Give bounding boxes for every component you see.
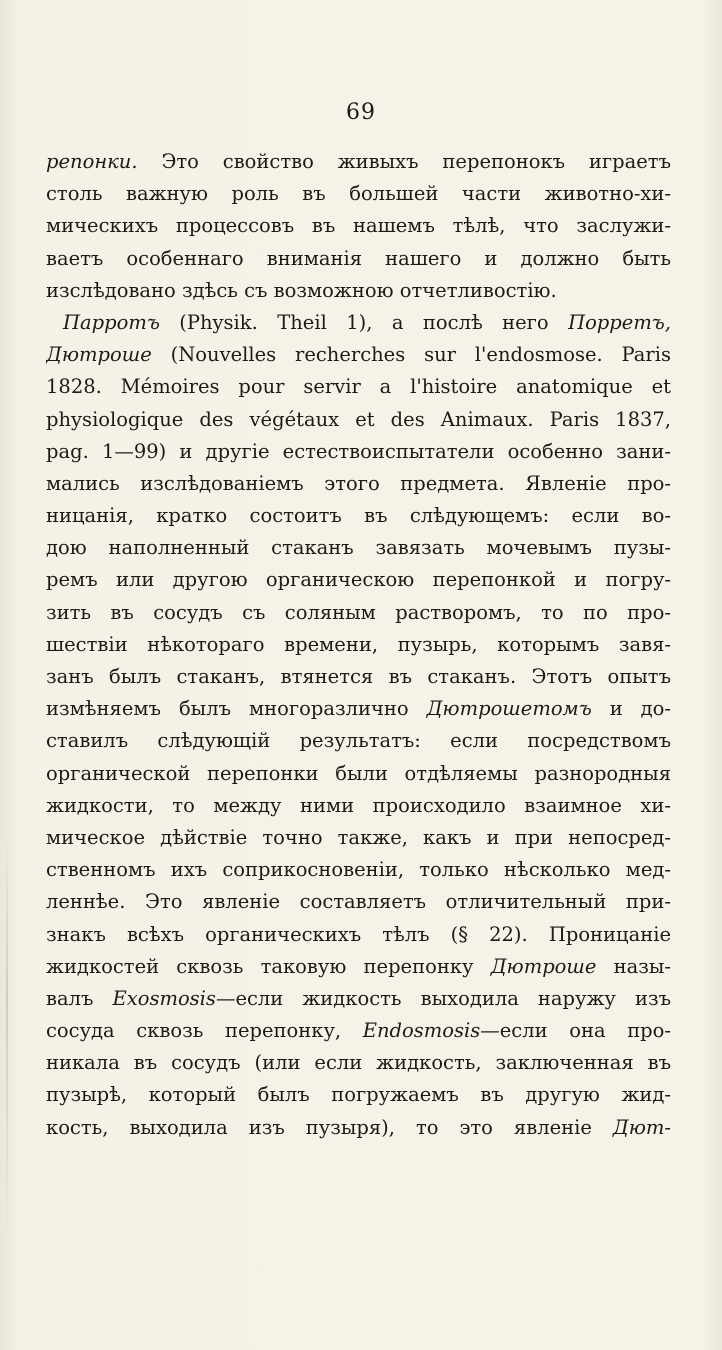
text-line <box>46 725 671 757</box>
text-segment: —если она про- <box>480 1019 671 1043</box>
text-segment: physiologique des végétaux et des Animaux. Paris 1837, <box>46 407 671 431</box>
text-segment: столь важную роль въ большей части животно-хи- <box>46 182 671 206</box>
text-line <box>46 854 671 886</box>
text-segment: зить въ сосудъ съ соляным растворомъ, то по про- <box>46 600 671 624</box>
text-segment: ремъ или другою органическою перепонкой и погру- <box>46 568 671 592</box>
text-line <box>46 1047 671 1079</box>
text-line <box>46 339 671 371</box>
text-segment: жидкостей сквозь таковую перепонку <box>46 954 491 978</box>
text-segment: Это свойство живыхъ перепонокъ играетъ <box>137 150 671 173</box>
text-line <box>46 1112 671 1144</box>
italic-text: Порретъ, <box>568 310 671 334</box>
text-line <box>46 661 671 693</box>
text-segment: —если жидкость выходила наружу изъ <box>215 986 671 1010</box>
text-segment: леннѣе. Это явленіе составляетъ отличительный при- <box>46 890 671 914</box>
text-segment: изслѣдовано здѣсь съ возможною отчетливостію. <box>46 278 557 302</box>
italic-text: Endosmosis <box>362 1019 481 1043</box>
text-line <box>46 210 671 242</box>
text-line <box>46 564 671 596</box>
text-line <box>46 468 671 500</box>
italic-text: Парротъ <box>63 310 160 334</box>
text-line <box>46 597 671 629</box>
text-segment: жидкости, то между ними происходило взаимное хи- <box>46 793 671 817</box>
text-segment: занъ былъ стаканъ, втянется въ стаканъ. Этотъ опытъ <box>46 665 671 688</box>
text-line <box>46 886 671 918</box>
text-line <box>46 146 671 178</box>
text-line <box>46 983 671 1015</box>
text-line <box>46 404 671 436</box>
page-number: 69 <box>346 100 376 125</box>
text-segment: мались изслѣдованіемъ этого предмета. Явленіе про- <box>46 471 671 495</box>
text-line <box>46 822 671 854</box>
text-segment: дою наполненный стаканъ завязать мочевымъ пузы- <box>46 536 671 560</box>
text-segment: органической перепонки были отдѣляемы разнородныя <box>46 761 671 785</box>
text-line <box>46 919 671 951</box>
text-segment: ваетъ особеннаго вниманія нашего и должно быть <box>46 246 671 270</box>
text-line <box>46 275 671 307</box>
italic-text: репонки. <box>46 150 138 173</box>
text-segment: мическихъ процессовъ въ нашемъ тѣлѣ, что заслужи- <box>46 214 671 238</box>
text-line <box>46 178 671 210</box>
text-line <box>46 693 671 725</box>
text-segment: кость, выходила изъ пузыря), то это явленіе <box>46 1115 613 1139</box>
text-line <box>46 951 671 983</box>
text-line <box>46 629 671 661</box>
text-segment: мическое дѣйствіе точно также, какъ и при непосред- <box>46 825 671 849</box>
italic-text: Дютроше <box>490 954 597 978</box>
text-segment: знакъ всѣхъ органическихъ тѣлъ (§ 22). Проницаніе <box>46 922 671 946</box>
text-line <box>46 243 671 275</box>
text-line <box>46 371 671 403</box>
text-line <box>46 758 671 790</box>
text-line <box>46 1015 671 1047</box>
text-segment: ставилъ слѣдующій результатъ: если посредствомъ <box>46 729 671 753</box>
text-line <box>46 532 671 564</box>
text-segment: валъ <box>46 986 113 1010</box>
body-text <box>46 146 671 1144</box>
text-segment: шествіи нѣкотораго времени, пузырь, которымъ завя- <box>46 632 671 656</box>
text-segment: ницанія, кратко состоитъ въ слѣдующемъ: если во- <box>46 504 671 528</box>
text-segment: измѣняемъ былъ многоразлично <box>46 697 427 721</box>
text-segment: (Nouvelles recherches sur l'endosmose. Paris <box>151 343 671 367</box>
text-segment: пузырѣ, который былъ погружаемъ въ другую жид- <box>46 1083 671 1107</box>
text-segment: ственномъ ихъ соприкосновеніи, только нѣсколько мед- <box>46 858 671 882</box>
text-segment: и до- <box>591 697 671 721</box>
italic-text: Exosmosis <box>112 986 216 1010</box>
text-segment: никала въ сосудъ (или если жидкость, заключенная въ <box>46 1051 671 1075</box>
page-edge-shadow <box>6 830 8 1250</box>
text-line <box>46 307 671 339</box>
text-segment: сосуда сквозь перепонку, <box>46 1019 363 1043</box>
italic-text: Дютроше <box>46 343 152 367</box>
italic-text: Дют- <box>612 1115 671 1139</box>
text-segment: (Physik. Theil 1), а послѣ него <box>159 310 569 334</box>
text-line <box>46 436 671 468</box>
text-segment: pag. 1—99) и другіе естествоиспытатели особенно зани- <box>46 439 671 463</box>
text-segment: 1828. Mémoires pour servir a l'histoire anatomique et <box>46 375 671 399</box>
text-line <box>46 790 671 822</box>
text-line <box>46 1079 671 1111</box>
text-line <box>46 500 671 532</box>
text-segment: назы- <box>596 954 671 978</box>
italic-text: Дютрошетомъ <box>426 697 592 721</box>
